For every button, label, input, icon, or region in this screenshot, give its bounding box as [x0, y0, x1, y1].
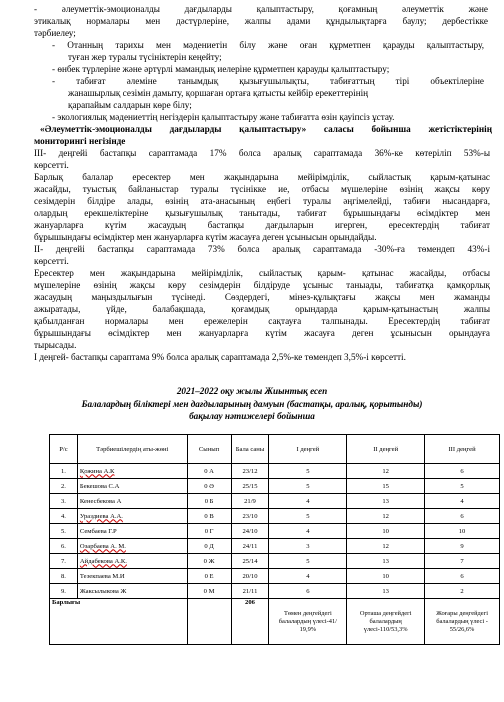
text-line: тәрбиелеу; [34, 28, 76, 38]
header-cell: Тәрбиешілердің аты-жөні [77, 435, 187, 464]
table-row [50, 584, 500, 599]
header-cell: ІІ деңгей [347, 435, 425, 464]
table-cell: Озарбаева А. М. [77, 539, 187, 554]
table-cell: 4 [425, 494, 500, 509]
text-line: сезімдерін білдіре алады, өзінің ата-анасының еңбегі туралы әңгімелейді, табиғи нысандарға, [34, 196, 490, 206]
table-cell: 0 М [187, 584, 231, 599]
table-cell: 0 А [187, 464, 231, 479]
summary-table [49, 434, 500, 645]
text-line: Барлық балалар ересектер мен жақындарына мейірімділік, сыйластық қарым-қатынас [34, 172, 490, 182]
text-line: қабылданған нормалары мен ережелерін сақтауға талпынады. Ересектердің табиғат [34, 316, 490, 326]
table-cell: 5 [269, 509, 347, 524]
header-cell: Бала саны [231, 435, 269, 464]
table-cell: Бекешова С.А [77, 479, 187, 494]
table-cell: 0 Ә [187, 479, 231, 494]
table-cell: 23/12 [231, 464, 269, 479]
text-line: көрсетті. [34, 160, 69, 170]
table-cell: 10 [347, 524, 425, 539]
table-cell: 6 [425, 464, 500, 479]
text-line: жасаудың маңыздылығын түсінеді. Сөздердегі, мінез-құлықтағы жақсы мен жаманды [34, 292, 490, 302]
table-cell: Жаксылыкова Ж [77, 584, 187, 599]
header-cell: І деңгей [269, 435, 347, 464]
table-cell: Айдабекова А.К. [77, 554, 187, 569]
text-line: көрсетті. [34, 256, 69, 266]
table-cell: 12 [347, 509, 425, 524]
table-cell: 5 [269, 464, 347, 479]
table-cell: 6 [425, 569, 500, 584]
table-row [50, 569, 500, 584]
table-cell: 3 [269, 539, 347, 554]
text-line: этикалық нормалары мен дәстүрлеріне, жалпы адами құндылықтарға баулу; дербестікке [34, 16, 488, 26]
table-cell: 2 [425, 584, 500, 599]
table-cell: 15 [347, 479, 425, 494]
table-cell: 7 [425, 554, 500, 569]
table-cell: 5 [425, 479, 500, 494]
table-cell: 6 [269, 584, 347, 599]
text-line: жасайды, туыстық байланыстар туралы түсінікке ие, отбасы мүшелеріне өзінің жақсы көру [34, 184, 490, 194]
total-count: 206 [231, 599, 269, 645]
total-high: Жоғары деңгейдегі балалардың үлесі - 55/26,6% [425, 599, 500, 645]
text-line: - өнбек түрлеріне және әртүрлі мамандық иелеріне құрметпен қарауды қалыптастыру; [52, 64, 390, 74]
table-cell: 21/11 [231, 584, 269, 599]
table-cell: 6 [425, 509, 500, 524]
text-line: бұрышындағы өсімдіктер мен жануарларға күтім жасауға деген ұсынысын орындайды. [34, 232, 377, 242]
table-cell: 21/9 [231, 494, 269, 509]
table-row [50, 509, 500, 524]
table-cell: 20/10 [231, 569, 269, 584]
table-cell: 10 [347, 569, 425, 584]
text-line: Ересектер мен жақындарына мейірімділік, сыйластық қарым- қатынас жасайды, отбасы [34, 268, 490, 278]
report-subtitle: бақылау нәтижелері бойынша [189, 411, 315, 421]
table-row [50, 554, 500, 569]
table-cell: 0 Б [187, 494, 231, 509]
table-total-row [50, 599, 500, 645]
header-cell: Р/с [50, 435, 78, 464]
total-low: Төмен деңгейдегі балалардың үлесі-41/ 19,9% [269, 599, 347, 645]
text-line: ажыратады, үйде, балабақшада, қоғамдық орындарда қарым-қатынастың жалпы [34, 304, 490, 314]
text-line: - табиғат әлеміне танымдық қызығушылықты, табиғаттың тірі объектілеріне [52, 76, 484, 86]
total-mid: Орташа деңгейдегі балалардың үлесі-110/53,3% [347, 599, 425, 645]
text-line: тырысады. [34, 340, 77, 350]
table-cell: 0 Г [187, 524, 231, 539]
table-cell: 9. [50, 584, 78, 599]
table-cell: 4. [50, 509, 78, 524]
table-cell: Тезекпаева М.И [77, 569, 187, 584]
table-cell: 24/10 [231, 524, 269, 539]
report-title: 2021–2022 оқу жылы Жиынтық есеп [176, 386, 328, 396]
text-line: ІІІ- деңгейі бастапқы сараптамада 17% болса аралық сараптамада 36%-ке көтеріліп 53%-ы [34, 148, 490, 158]
table-cell: Сембаева Г.Р [77, 524, 187, 539]
text-line: қарапайым салдарын көре білу; [68, 100, 192, 110]
table-cell: 0 Е [187, 569, 231, 584]
text-line: туған жер туралы түсініктерін кеңейту; [68, 52, 222, 62]
table-cell: 12 [347, 539, 425, 554]
table-body [50, 464, 500, 599]
table-cell: 23/10 [231, 509, 269, 524]
table-cell: 4 [269, 494, 347, 509]
table-row [50, 539, 500, 554]
table-cell: 25/15 [231, 479, 269, 494]
table-row [50, 479, 500, 494]
table-row [50, 494, 500, 509]
table-cell: 4 [269, 524, 347, 539]
table-cell: Қожина А.К [77, 464, 187, 479]
table-cell: 5. [50, 524, 78, 539]
table-cell: 13 [347, 584, 425, 599]
table-cell: 2. [50, 479, 78, 494]
header-cell: Сынып [187, 435, 231, 464]
table-cell: 0 В [187, 509, 231, 524]
table-cell: 13 [347, 494, 425, 509]
table-cell: 8. [50, 569, 78, 584]
table-cell: 0 Д [187, 539, 231, 554]
table-cell: 24/11 [231, 539, 269, 554]
table-row [50, 464, 500, 479]
table-row [50, 524, 500, 539]
section-heading: «Әлеуметтік-эмоционалды дағдыларды қалыптастыру» саласы бойынша жетістіктерінің [40, 124, 492, 134]
table-cell: 4 [269, 569, 347, 584]
text-line: мүшелеріне өзінің жақсы көру сезімдерін білдіруде ұсыныс таныады, табиғатқа қамқорлық [34, 280, 490, 290]
header-cell: ІІІ деңгей [425, 435, 500, 464]
table-cell: 3. [50, 494, 78, 509]
table-cell: 5 [269, 479, 347, 494]
text-line: жануарларға күтім жасаудың бастапқы дағдыларын игерген, ересектердің табиғат [34, 220, 490, 230]
text-line: - Отанның тарихы мен мәдениетін білу және оған құрметпен қарауды қалыптастыру, [52, 40, 484, 50]
table-cell [187, 599, 231, 645]
text-line: ІІ- деңгейі бастапқы сараптамада 73% болса аралық сараптамада -30%-ға төмендеп 43%-і [34, 244, 490, 254]
table-cell: Ураздиева А.А. [77, 509, 187, 524]
total-label: Барлығы [50, 599, 188, 645]
table-cell: 5 [269, 554, 347, 569]
table-header-row [50, 435, 500, 464]
report-subtitle: Балалардың біліктері мен дағдыларының дамуын (бастапқы, аралық, қорытынды) [81, 399, 423, 409]
section-heading: мониторингі негізінде [34, 136, 126, 146]
text-line: - әлеуметтік-эмоционалды дағдыларды қалыптастыру, қоғамның әлеуметтік және [34, 4, 488, 14]
table-cell: 0 Ж [187, 554, 231, 569]
text-line: - экологиялық мәдениеттің негіздерін қалыптастыру және табиғатта өзін қауіпсіз ұстау. [52, 112, 395, 122]
text-line: жанашырлық сезімін дамыту, қоршаған ортаға қатысты кейбір ерекеттерінің [68, 88, 369, 98]
table-cell: 25/14 [231, 554, 269, 569]
text-line: олардың ерекшеліктеріне қызығушылық танытады, табиғат бұрышындағы өсімдіктер мен [34, 208, 490, 218]
table-cell: Кенесбекова А [77, 494, 187, 509]
table-cell: 12 [347, 464, 425, 479]
table-cell: 9 [425, 539, 500, 554]
table-cell: 10 [425, 524, 500, 539]
text-line: бұрышындағы өсімдіктер мен жануарларға күтім жасауға деген ұсынысын орындауға [34, 328, 490, 338]
table-cell: 1. [50, 464, 78, 479]
table-cell: 7. [50, 554, 78, 569]
table-cell: 6. [50, 539, 78, 554]
table-cell: 13 [347, 554, 425, 569]
text-line: І деңгей- бастапқы сараптама 9% болса аралық сараптамада 2,5%-ке төмендеп 3,5%-і көрсетті. [34, 352, 406, 362]
